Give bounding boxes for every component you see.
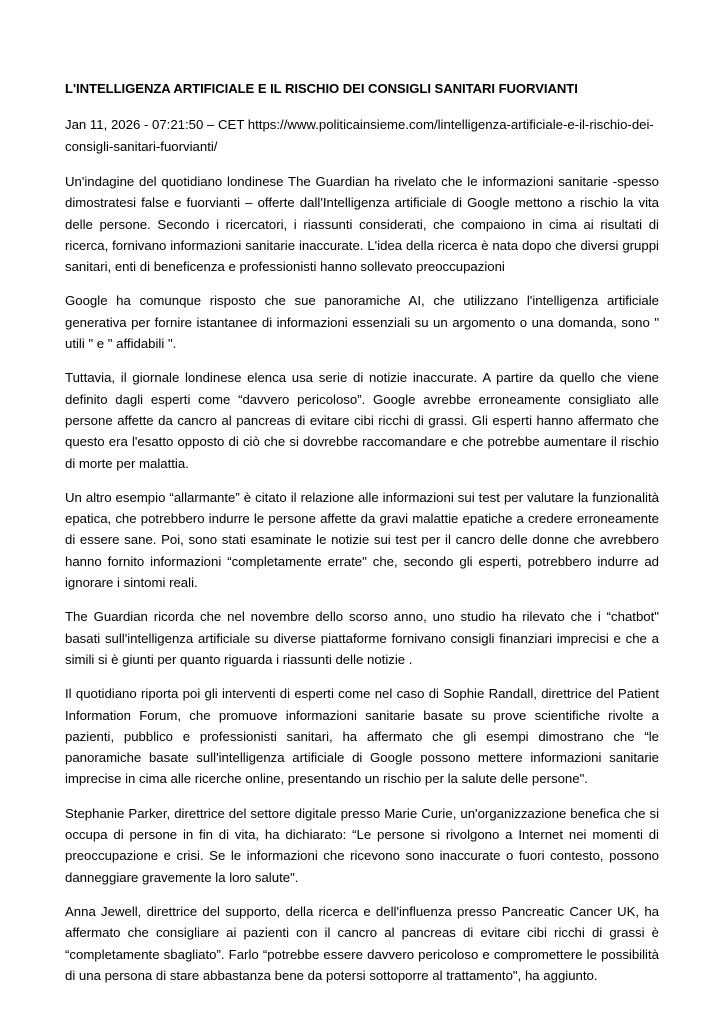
- body-paragraph: Un'indagine del quotidiano londinese The Guardian ha rivelato che le informazioni sanitarie -spesso dimostratesi false e fuorvianti – offerte dall'Intelligenza artificiale di Google mettono a rischio la vita delle persone. Secondo i ricercatori, i riassunti considerati, che compaiono in cima ai risultati di ricerca, fornivano informazioni sanitarie inaccurate. L'idea della ricerca è nata dopo che diversi gruppi sanitari, enti di beneficenza e professionisti hanno sollevato preoccupazioni: [65, 174, 659, 275]
- body-paragraph: Il quotidiano riporta poi gli interventi di esperti come nel caso di Sophie Randall, direttrice del Patient Information Forum, che promuove informazioni sanitarie basate su prove scientifiche rivolte a pazienti, pubblico e professionisti sanitari, ha affermato che gli esempi dimostrano che “le panoramiche basate sull'intelligenza artificiale di Google possono mettere informazioni sanitarie imprecise in cima alle ricerche online, presentando un rischio per la salute delle persone".: [65, 686, 659, 787]
- document-body: [65, 80, 659, 986]
- body-paragraph: Stephanie Parker, direttrice del settore digitale presso Marie Curie, un'organizzazione benefica che si occupa di persone in fin di vita, ha dichiarato: “Le persone si rivolgono a Internet nei momenti di preoccupazione e crisi. Se le informazioni che ricevono sono inaccurate o fuori contesto, possono danneggiare gravemente la loro salute".: [65, 805, 659, 885]
- body-paragraph: Tuttavia, il giornale londinese elenca usa serie di notizie inaccurate. A partire da quello che viene definito dagli esperti come “davvero pericoloso”. Google avrebbe erroneamente consigliato alle persone affette da cancro al pancreas di evitare cibi ricchi di grassi. Gli esperti hanno affermato che questo era l'esatto opposto di ciò che si dovrebbe raccomandare e che potrebbe aumentare il rischio di morte per malattia.: [65, 370, 659, 471]
- document-meta-line: Jan 11, 2026 - 07:21:50 – CET https://www.politicainsieme.com/lintelligenza-artificiale-e-il-rischio-dei-consigli-sanitari-fuorvianti/: [65, 117, 654, 154]
- body-paragraph: Anna Jewell, direttrice del supporto, della ricerca e dell'influenza presso Pancreatic Cancer UK, ha affermato che consigliare ai pazienti con il cancro al pancreas di evitare cibi ricchi di grassi è “completamente sbagliato”. Farlo “potrebbe essere davvero pericoloso e compromettere le possibilità di una persona di stare abbastanza bene da potersi sottoporre al trattamento", ha aggiunto.: [65, 903, 659, 983]
- body-paragraph: Google ha comunque risposto che sue panoramiche AI, che utilizzano l'intelligenza artificiale generativa per fornire istantanee di informazioni essenziali su un argomento o una domanda, sono " utili " e " affidabili ".: [65, 293, 659, 352]
- page-title: L'INTELLIGENZA ARTIFICIALE E IL RISCHIO DEI CONSIGLI SANITARI FUORVIANTI: [65, 81, 578, 96]
- body-paragraph: The Guardian ricorda che nel novembre dello scorso anno, uno studio ha rilevato che i “chatbot" basati sull'intelligenza artificiale su diverse piattaforme fornivano consigli finanziari imprecisi e che a simili si è giunti per quanto riguarda i riassunti delle notizie .: [65, 609, 659, 667]
- body-paragraph: Un altro esempio “allarmante” è citato il relazione alle informazioni sui test per valutare la funzionalità epatica, che potrebbero indurre le persone affette da gravi malattie epatiche a credere erroneamente di essere sane. Poi, sono stati esaminate le notizie sui test per il cancro delle donne che avrebbero hanno fornito informazioni “completamente errate" che, secondo gli esperti, potrebbero indurre ad ignorare i sintomi reali.: [65, 489, 659, 591]
